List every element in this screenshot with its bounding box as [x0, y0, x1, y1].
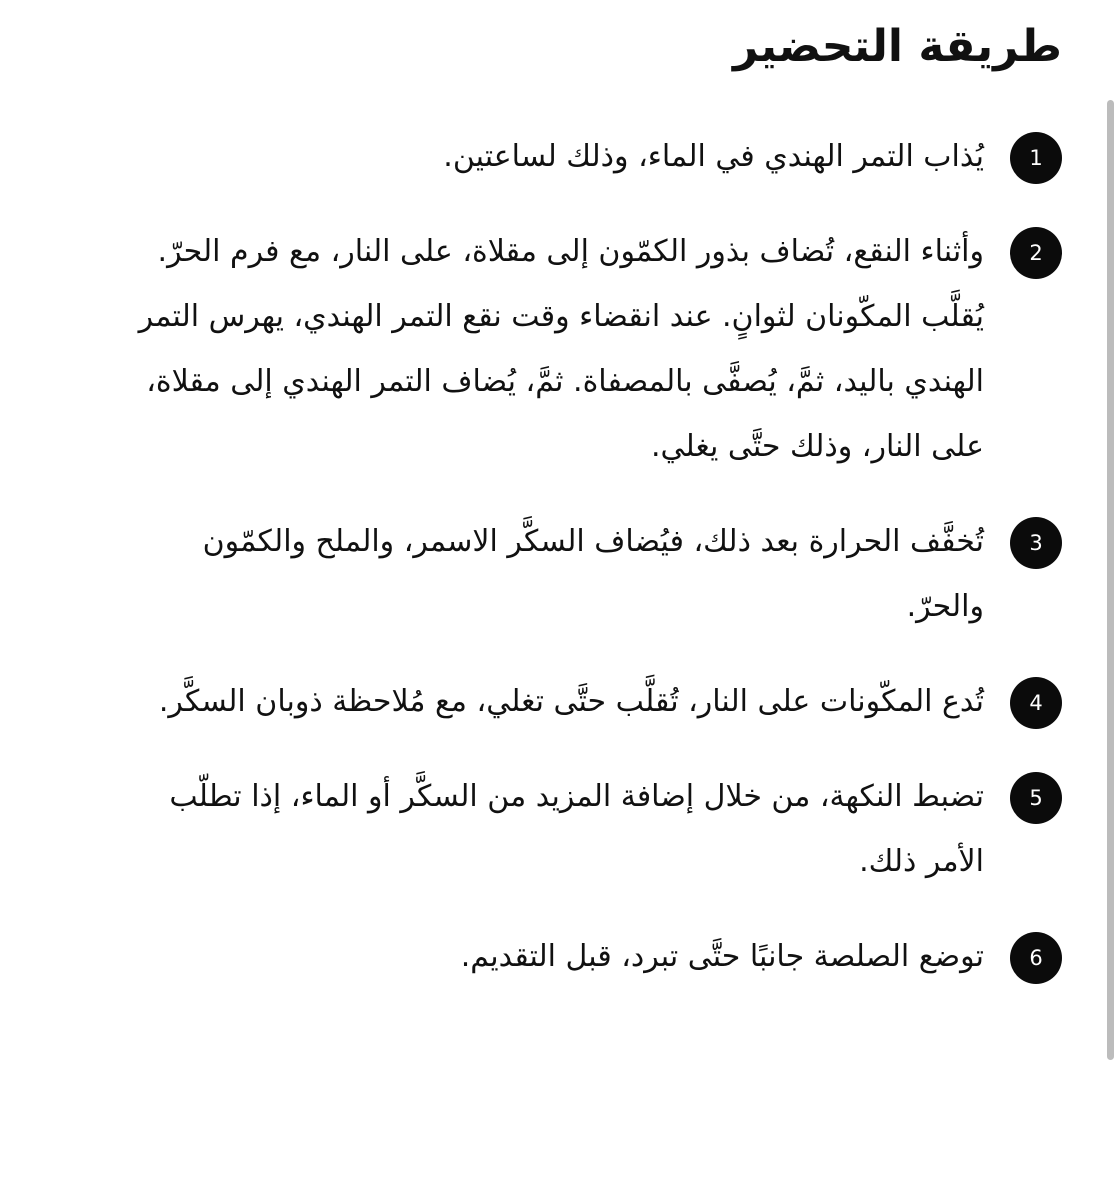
step-number-badge: 6: [1010, 932, 1062, 984]
step-number-badge: 3: [1010, 517, 1062, 569]
step-text: تضبط النكهة، من خلال إضافة المزيد من السكَّر أو الماء، إذا تطلّب الأمر ذلك.: [169, 779, 984, 879]
step-item: [127, 509, 1062, 639]
step-item: [127, 924, 1062, 989]
step-number-badge: 4: [1010, 677, 1062, 729]
step-number-badge: 5: [1010, 772, 1062, 824]
step-text: تُخفَّف الحرارة بعد ذلك، فيُضاف السكَّر الاسمر، والملح والكمّون والحرّ.: [202, 524, 984, 624]
scrollbar[interactable]: [1107, 100, 1114, 1060]
steps-list: [127, 124, 1062, 989]
section-title: طريقة التحضير: [733, 21, 1062, 72]
step-text: توضع الصلصة جانبًا حتَّى تبرد، قبل التقديم.: [460, 939, 984, 974]
step-item: [127, 219, 1062, 479]
step-item: [127, 764, 1062, 894]
step-number-badge: 2: [1010, 227, 1062, 279]
step-text: وأثناء النقع، تُضاف بذور الكمّون إلى مقلاة، على النار، مع فرم الحرّ. يُقلَّب المكّونان لثوانٍ. عند انقضاء وقت نقع التمر الهندي، يهرس التمر الهندي باليد، ثمَّ، يُصفَّى بالمصفاة. ثمَّ، يُضاف التمر الهندي إلى مقلاة، على النار، وذلك حتَّى يغلي.: [138, 234, 984, 464]
step-number-badge: 1: [1010, 132, 1062, 184]
step-text: يُذاب التمر الهندي في الماء، وذلك لساعتين.: [443, 139, 984, 174]
step-item: [127, 669, 1062, 734]
step-item: [127, 124, 1062, 189]
step-text: تُدع المكّونات على النار، تُقلَّب حتَّى تغلي، مع مُلاحظة ذوبان السكَّر.: [158, 684, 984, 719]
